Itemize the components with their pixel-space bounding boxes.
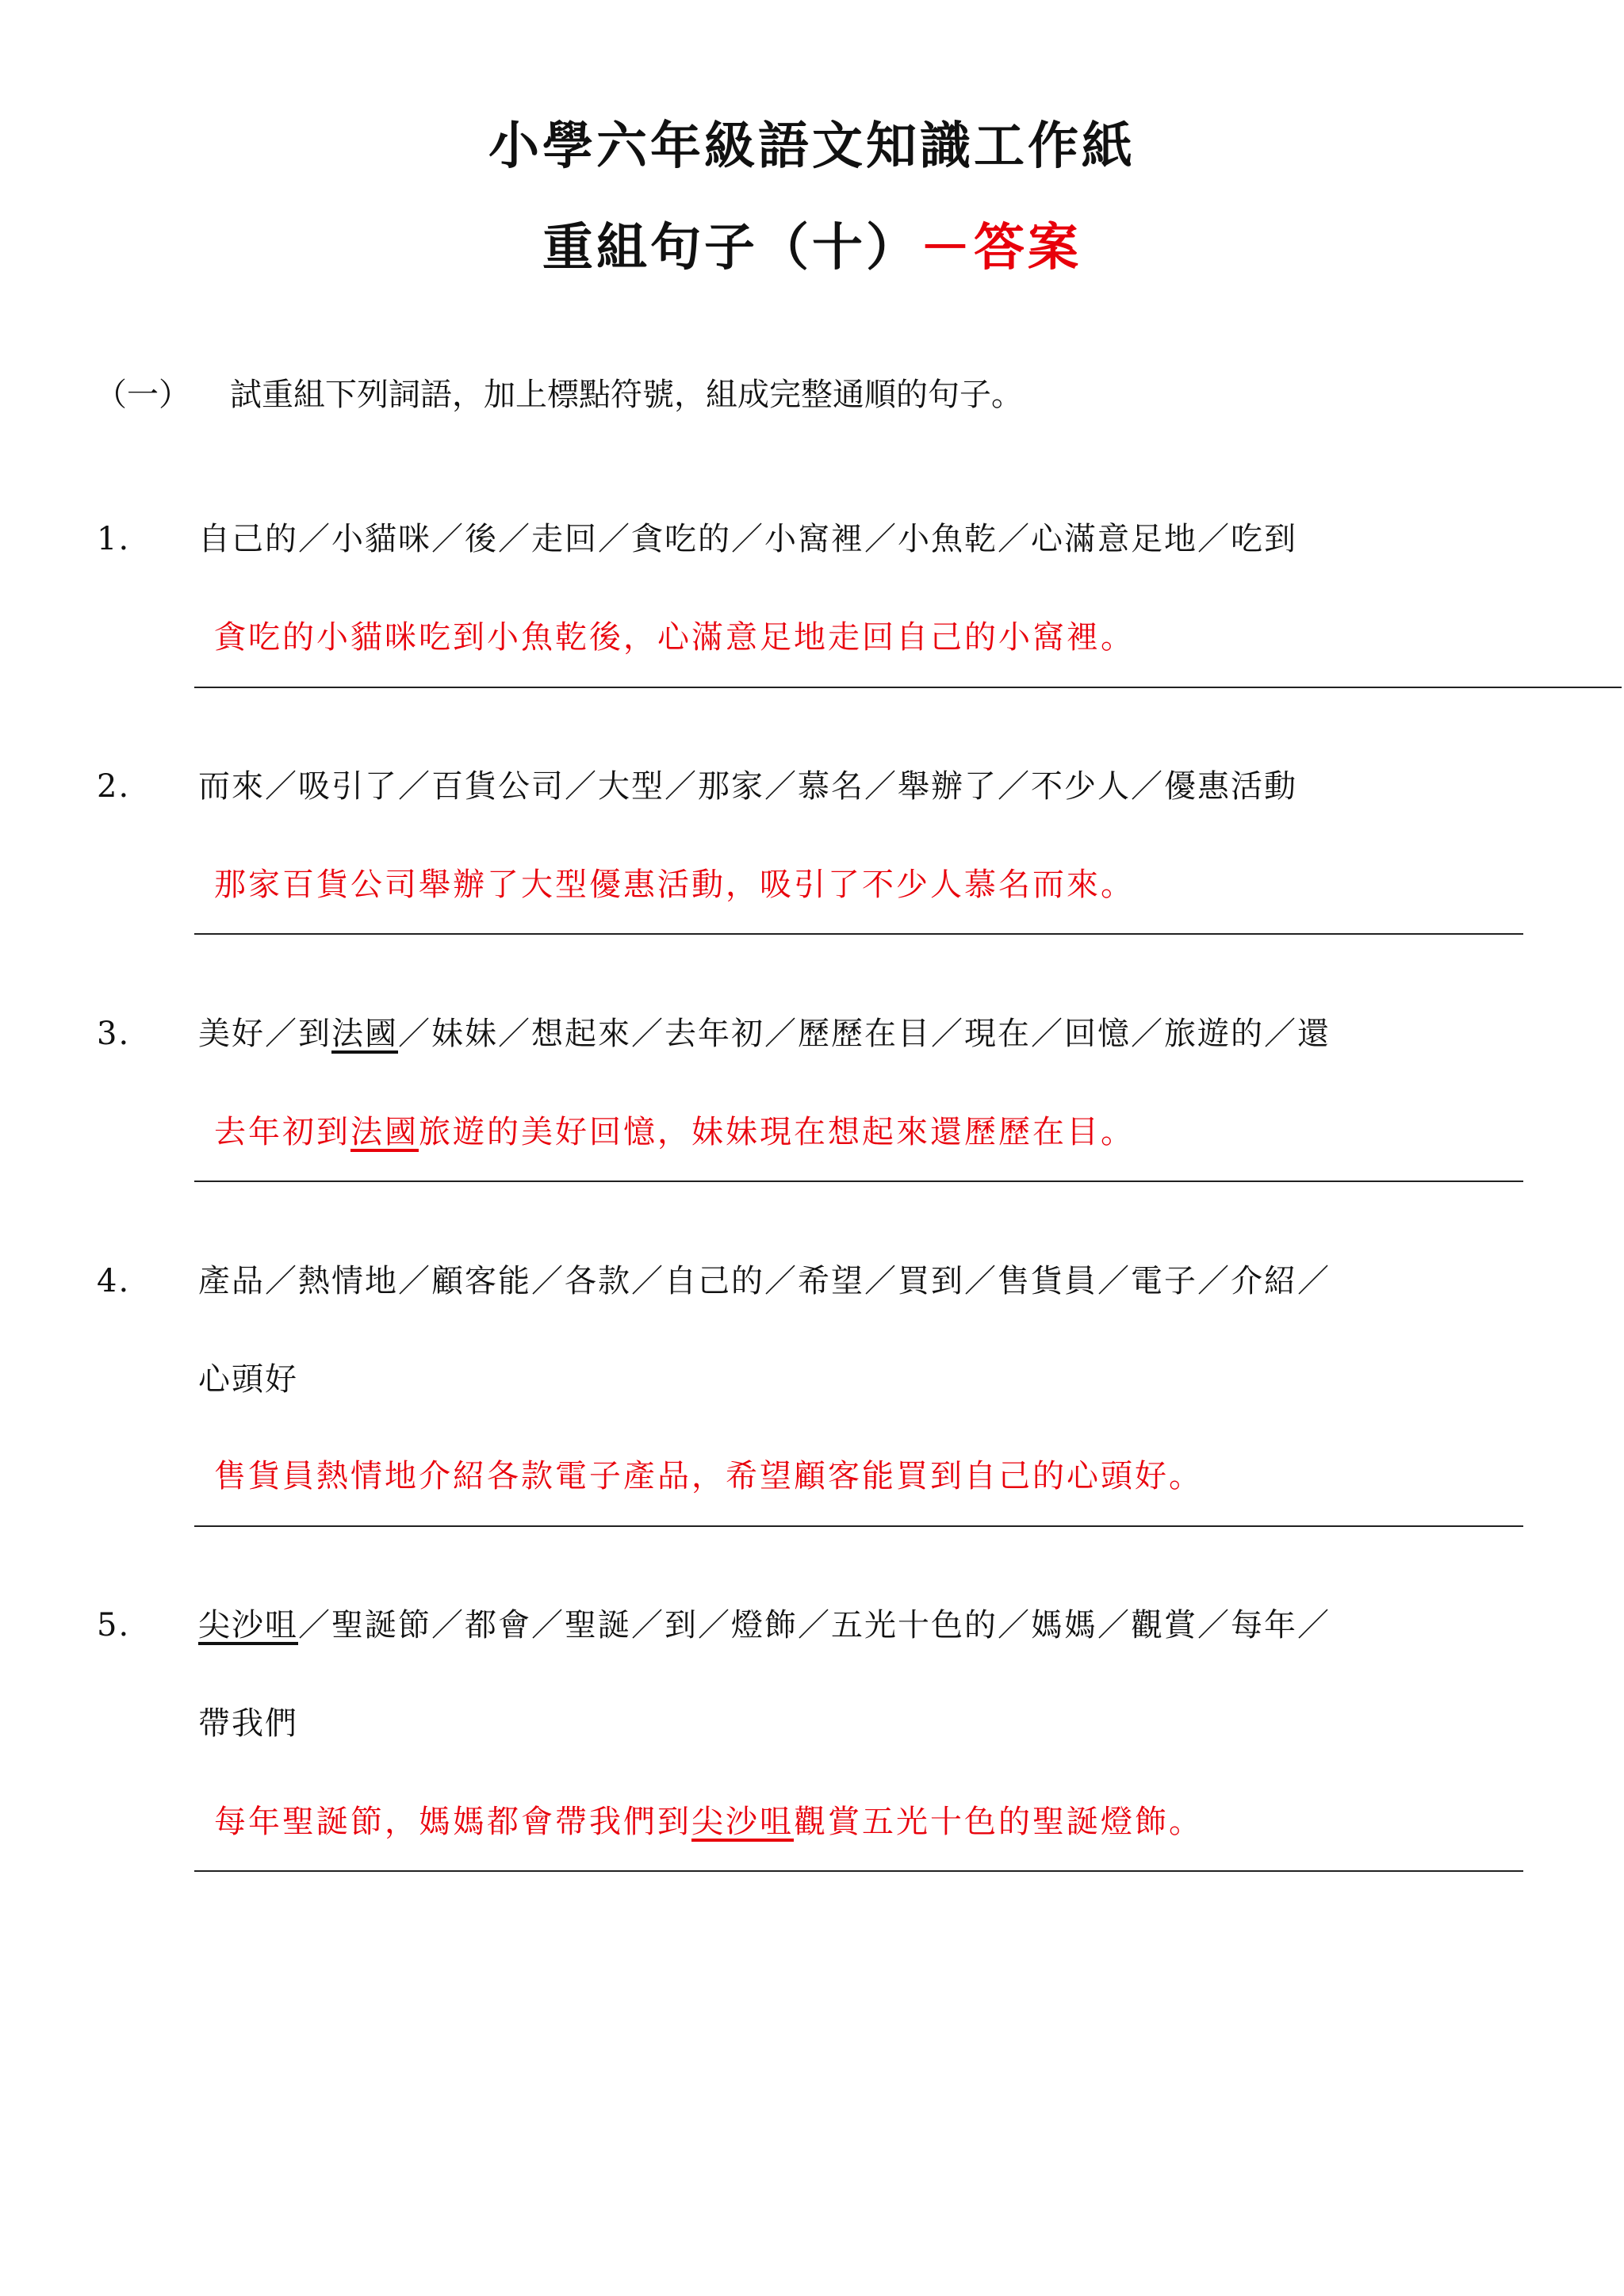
question-words: 美好／到法國／妹妹／想起來／去年初／歷歷在目／現在／回憶／旅遊的／還 [198,1016,1331,1052]
page-subtitle [0,212,1624,284]
question-words: 自己的／小貓咪／後／走回／貪吃的／小窩裡／小魚乾／心滿意足地／吃到 [198,521,1297,557]
answer-2: 那家百貨公司舉辦了大型優惠活動，吸引了不少人慕名而來。 [214,867,1135,903]
subtitle-main: 重組句子（十） [542,218,920,277]
question-words-line2: 帶我們 [198,1705,298,1742]
section-instruction: 試重組下列詞語，加上標點符號，組成完整通順的句子。 [230,377,1023,413]
answer-5: 每年聖誕節，媽媽都會帶我們到尖沙咀觀賞五光十色的聖誕燈飾。 [214,1804,1203,1840]
answer-3: 去年初到法國旅遊的美好回憶，妹妹現在想起來還歷歷在目。 [214,1114,1135,1150]
question-number: 3. [97,1016,131,1052]
question-number: 5. [97,1607,131,1644]
answer-line-1 [194,687,1622,688]
question-number: 4. [97,1263,131,1299]
answer-1: 貪吃的小貓咪吃到小魚乾後，心滿意足地走回自己的小窩裡。 [214,619,1135,656]
page-title: 小學六年級語文知識工作紙 [488,117,1136,176]
question-words-line2: 心頭好 [198,1361,298,1398]
underlined-place-name: 法國 [350,1114,419,1150]
question-number: 2. [97,768,131,805]
answer-line-4 [194,1525,1523,1527]
answer-line-2 [194,933,1523,935]
underlined-place-name: 法國 [331,1016,398,1052]
subtitle-answer-suffix: －答案 [920,218,1082,277]
question-number: 1. [97,521,131,557]
answer-4: 售貨員熱情地介紹各款電子產品，希望顧客能買到自己的心頭好。 [214,1458,1203,1494]
underlined-place-name: 尖沙咀 [198,1607,298,1644]
section-heading [95,373,1023,417]
section-number: （一） [95,377,190,413]
question-words: 產品／熱情地／顧客能／各款／自己的／希望／買到／售貨員／電子／介紹／ [198,1263,1331,1299]
question-words: 而來／吸引了／百貨公司／大型／那家／慕名／舉辦了／不少人／優惠活動 [198,768,1297,805]
underlined-place-name: 尖沙咀 [691,1804,794,1840]
question-words: 尖沙咀／聖誕節／都會／聖誕／到／燈飾／五光十色的／媽媽／觀賞／每年／ [198,1607,1331,1644]
answer-line-3 [194,1181,1523,1182]
answer-line-5 [194,1870,1523,1872]
